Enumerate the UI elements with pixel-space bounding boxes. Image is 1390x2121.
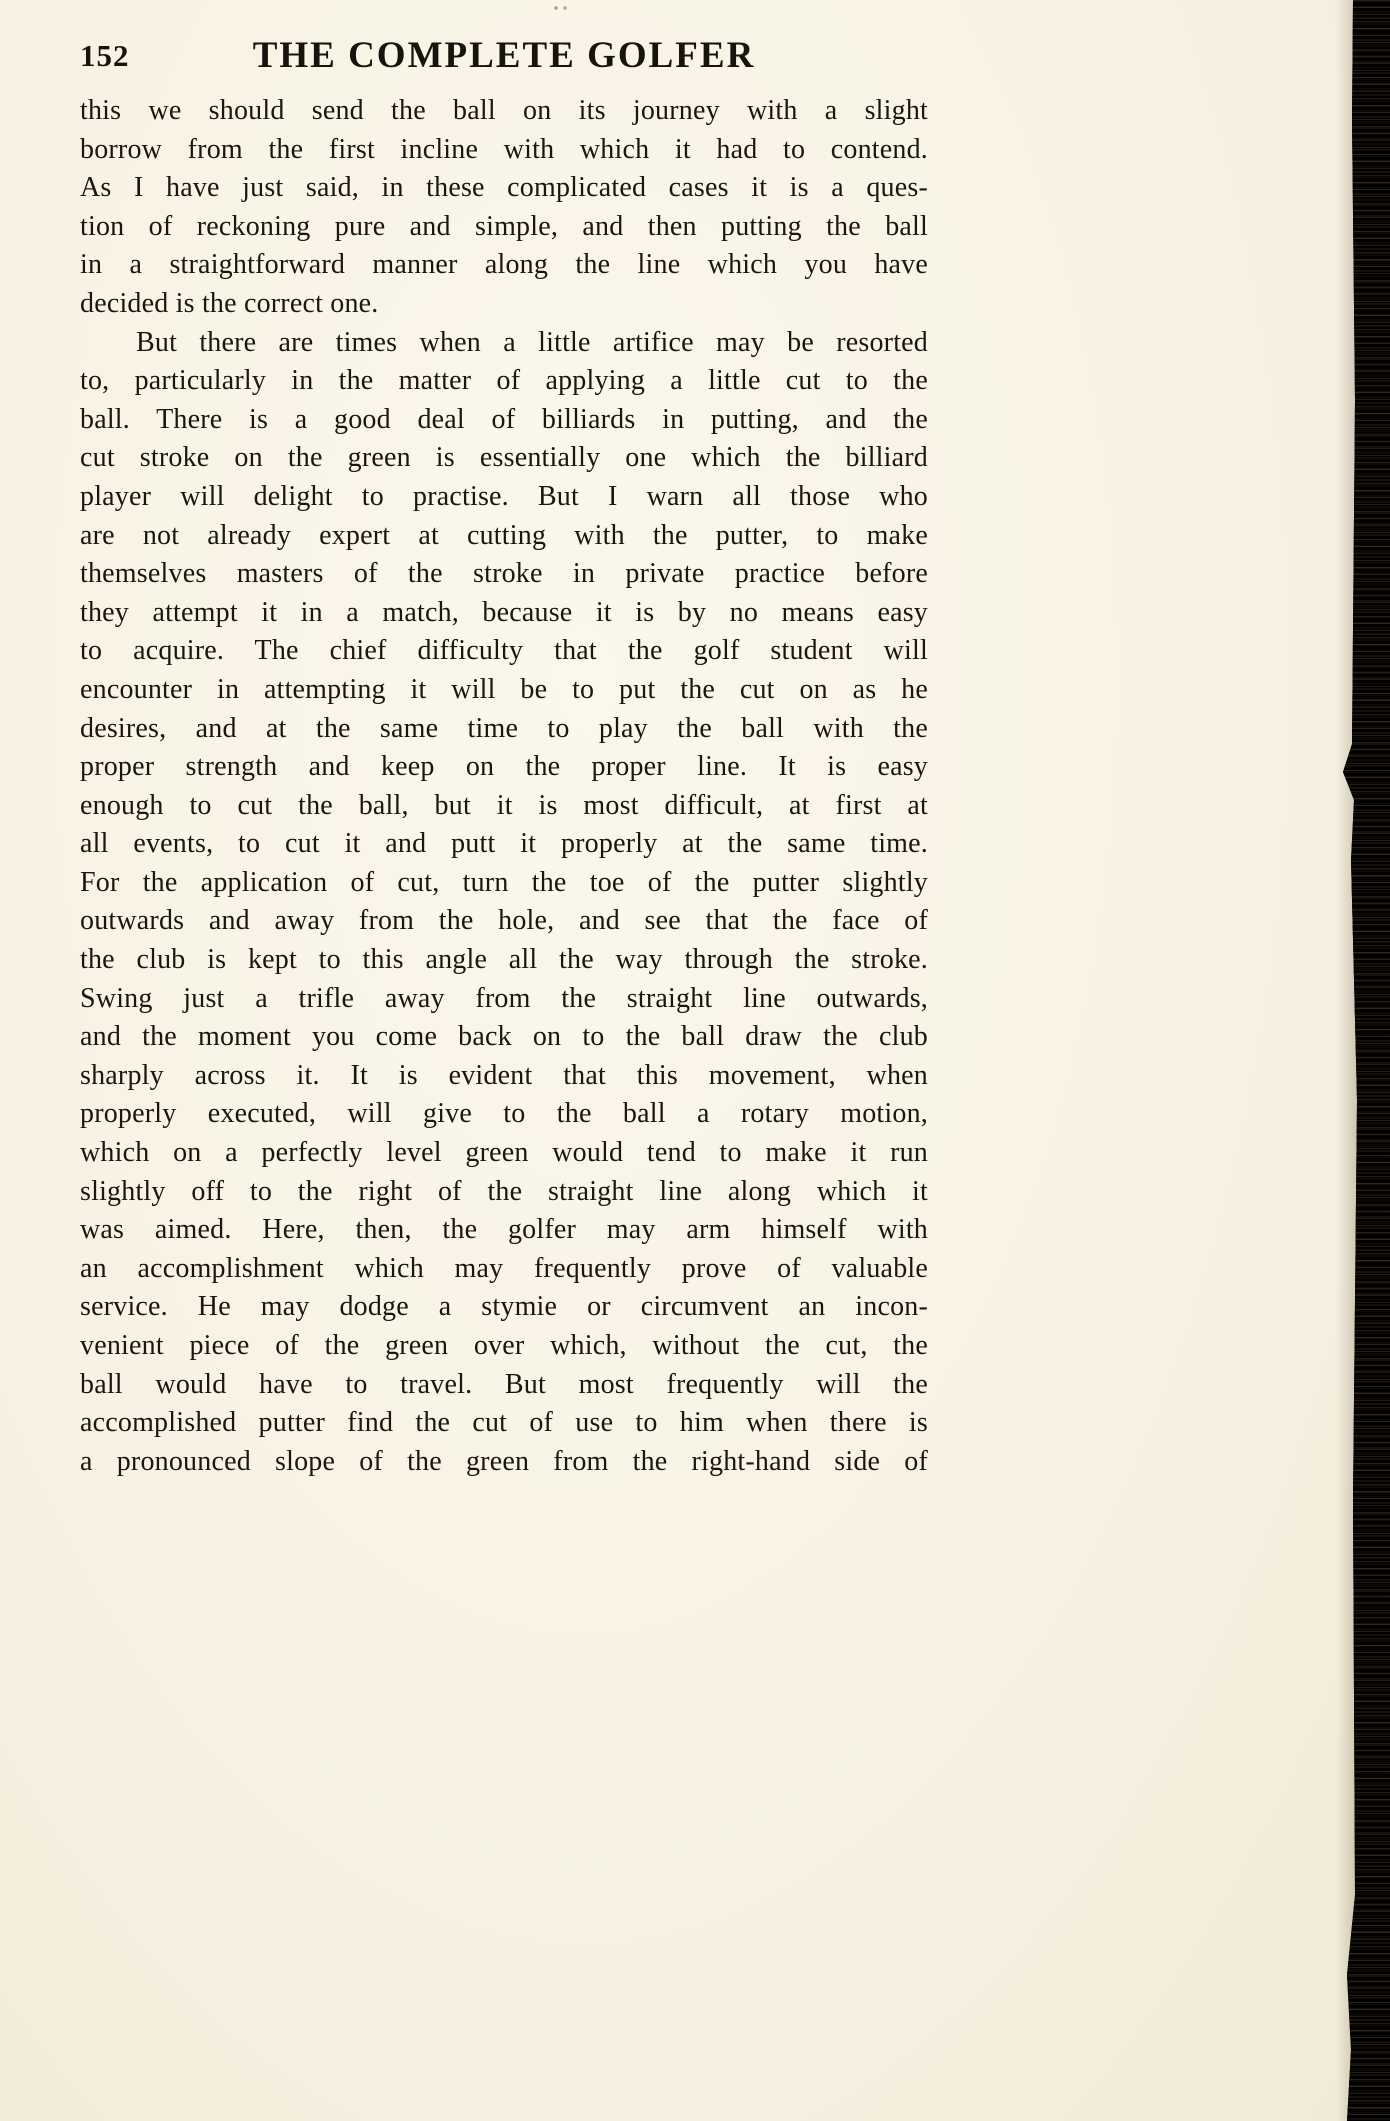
text-line: decided is the correct one. (80, 287, 379, 319)
text-line: they attempt it in a match, because it is by no means easy (80, 596, 928, 628)
text-line: and the moment you come back on to the ball draw the club (80, 1021, 928, 1053)
text-line: service. He may dodge a stymie or circumvent an incon- (80, 1291, 928, 1323)
text-line: in a straightforward manner along the line which you have (80, 249, 928, 281)
text-line: cut stroke on the green is essentially one which the billiard (80, 442, 928, 474)
text-line: player will delight to practise. But I warn all those who (80, 480, 928, 512)
text-line: slightly off to the right of the straight line along which it (80, 1175, 928, 1207)
text-line: ball would have to travel. But most frequently will the (80, 1368, 928, 1400)
text-line: properly executed, will give to the ball a rotary motion, (80, 1098, 928, 1130)
text-line: this we should send the ball on its journey with a slight (80, 95, 928, 126)
text-line: accomplished putter find the cut of use to him when there is (80, 1407, 928, 1439)
text-line: encounter in attempting it will be to put the cut on as he (80, 673, 928, 705)
page-number: 152 (80, 38, 130, 73)
text-line: the club is kept to this angle all the way through the stroke. (80, 944, 928, 976)
text-line: are not already expert at cutting with the putter, to make (80, 519, 928, 551)
text-line: As I have just said, in these complicated cases it is a ques- (80, 172, 928, 204)
text-line: tion of reckoning pure and simple, and then putting the ball (80, 210, 928, 242)
scan-speck (553, 6, 569, 11)
text-line: themselves masters of the stroke in private practice before (80, 558, 928, 590)
text-line: proper strength and keep on the proper line. It is easy (80, 751, 928, 783)
text-line: venient piece of the green over which, without the cut, the (80, 1330, 928, 1361)
text-line: an accomplishment which may frequently prove of valuable (80, 1252, 928, 1284)
text-line: outwards and away from the hole, and see that the face of (80, 905, 928, 937)
page-header (80, 34, 928, 80)
text-line: sharply across it. It is evident that this movement, when (80, 1059, 928, 1091)
text-line: ball. There is a good deal of billiards in putting, and the (80, 403, 928, 435)
text-line: But there are times when a little artifice may be resorted (136, 326, 928, 358)
text-line: was aimed. Here, then, the golfer may arm himself with (80, 1214, 928, 1246)
body-text (80, 92, 928, 1481)
text-line: all events, to cut it and putt it properly at the same time. (80, 828, 928, 860)
text-line: desires, and at the same time to play the ball with the (80, 712, 928, 744)
text-line: a pronounced slope of the green from the right-hand side of (80, 1445, 928, 1477)
text-line: Swing just a trifle away from the straight line outwards, (80, 982, 928, 1014)
running-title: THE COMPLETE GOLFER (252, 35, 756, 76)
text-line: borrow from the first incline with which it had to contend. (80, 133, 928, 165)
text-line: enough to cut the ball, but it is most difficult, at first at (80, 789, 928, 821)
text-line: to acquire. The chief difficulty that the golf student will (80, 635, 928, 667)
text-line: which on a perfectly level green would tend to make it run (80, 1137, 928, 1169)
text-line: to, particularly in the matter of applying a little cut to the (80, 365, 928, 397)
text-line: For the application of cut, turn the toe of the putter slightly (80, 866, 928, 898)
